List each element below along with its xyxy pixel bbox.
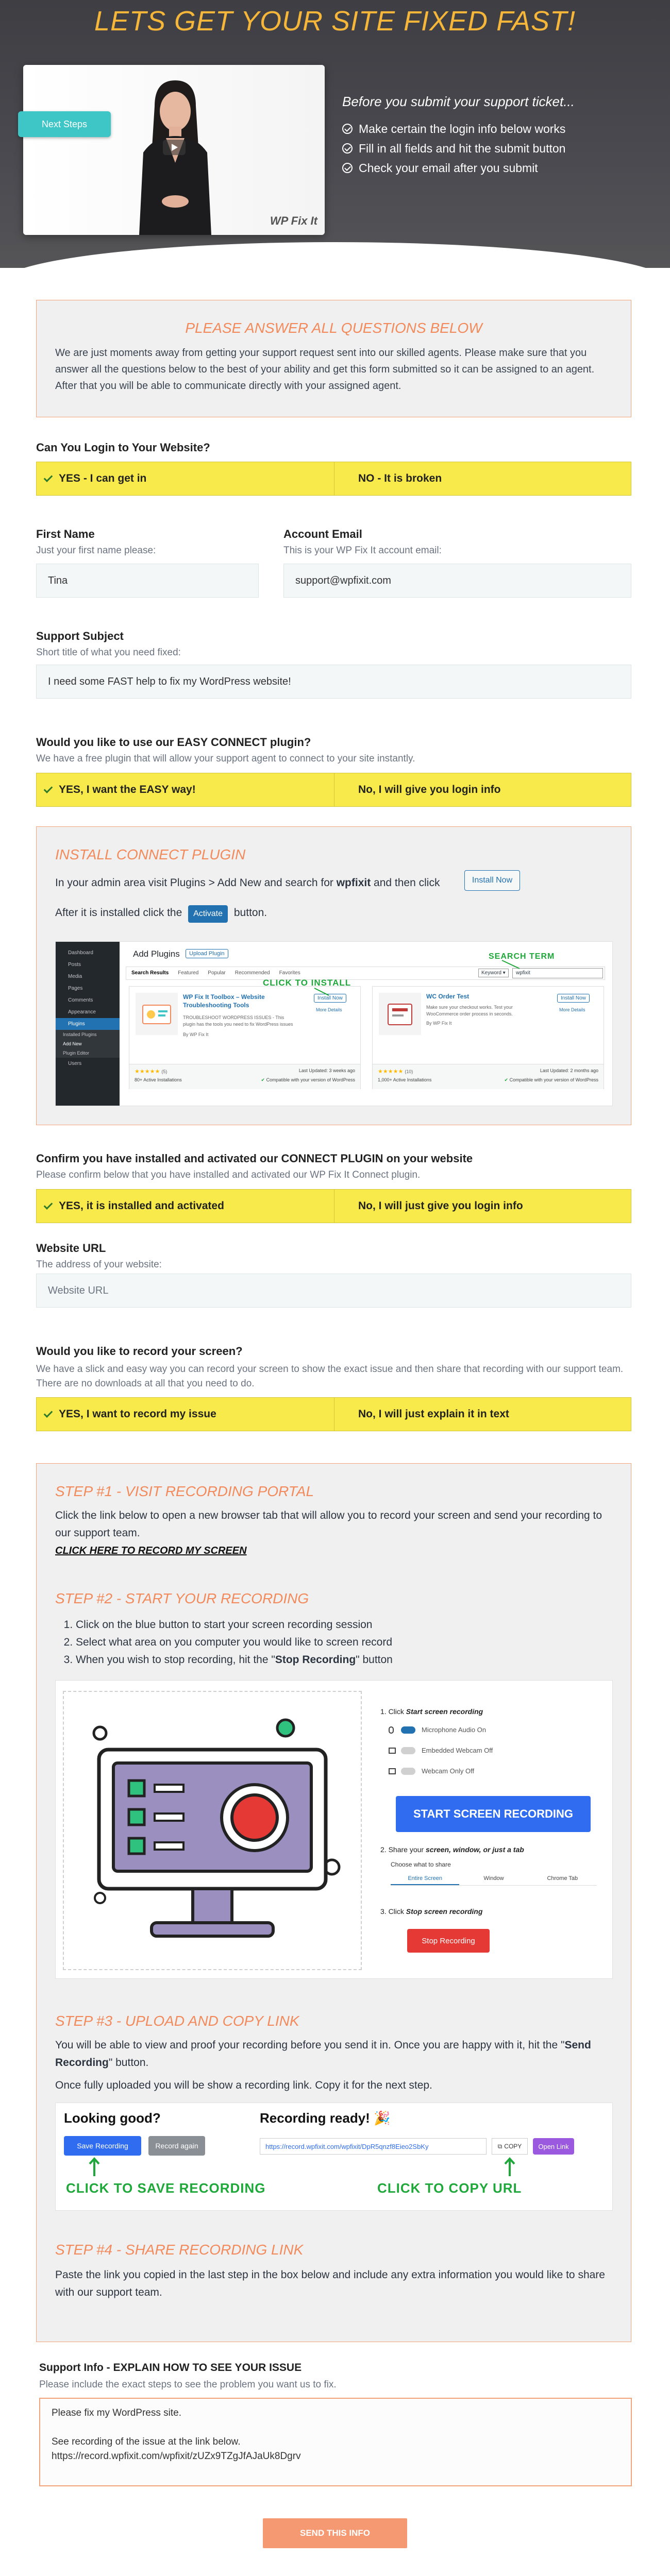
- play-icon[interactable]: [163, 140, 186, 155]
- record-screen-help: We have a slick and easy way you can record your screen to show the exact issue and then share that recording with our support team. There are no downloads at all that you need to do.: [36, 1364, 624, 1389]
- list-item: 1. Click on the blue button to start your screen recording session: [76, 1616, 393, 1634]
- plugin-install-now-button[interactable]: Install Now: [557, 994, 590, 1003]
- support-info-label: Support Info - EXPLAIN HOW TO SEE YOUR ISSUE: [39, 2362, 302, 2374]
- activate-button[interactable]: Activate: [188, 905, 228, 923]
- arrow-icon: [313, 987, 334, 997]
- install-plugin-line2: After it is installed click the Activate button.: [55, 904, 267, 923]
- notice-text: We are just moments away from getting your support request sent into our skilled agents. Please make sure that you answer all the questions below to the best of your ability and get this form submitted so it can be assigned to an agent. After that you will be able to communicate directly with your assigned agent.: [55, 347, 595, 392]
- login-question-label: Can You Login to Your Website?: [36, 441, 210, 454]
- plugin-more-details-link[interactable]: More Details: [559, 1007, 585, 1012]
- wp-menu-item[interactable]: Dashboard: [68, 950, 93, 956]
- wp-menu-item[interactable]: Appearance: [68, 1009, 96, 1015]
- arrow-icon: [502, 2157, 517, 2177]
- easy-connect-help: We have a free plugin that will allow your support agent to connect to your site instantly.: [36, 753, 415, 764]
- wp-admin-sidebar: [56, 942, 120, 1106]
- recording-ready-heading: Recording ready! 🎉: [260, 2110, 391, 2126]
- choose-share-label: Choose what to share: [391, 1861, 451, 1868]
- star-rating-icon: ★★★★★ (5): [135, 1069, 167, 1075]
- confirm-plugin-yes-option[interactable]: YES, it is installed and activated: [37, 1190, 334, 1223]
- recorder-step1-text: 1. Click Start screen recording: [380, 1707, 483, 1716]
- upload-plugin-button[interactable]: Upload Plugin: [186, 949, 228, 958]
- search-type-select[interactable]: Keyword ▾: [478, 969, 509, 977]
- plugin-active-installs: 80+ Active Installations: [135, 1077, 182, 1082]
- looking-good-heading: Looking good?: [64, 2110, 161, 2126]
- install-plugin-panel: [36, 826, 631, 1125]
- checkmark-icon: [44, 1409, 53, 1418]
- recording-steps-panel: [36, 1463, 631, 2342]
- stop-recording-button[interactable]: Stop Recording: [407, 1929, 490, 1953]
- record-screen-yes-option[interactable]: YES, I want to record my issue: [37, 1398, 334, 1431]
- plugin-card-thumbnail: [379, 993, 421, 1035]
- click-to-save-annotation: CLICK TO SAVE RECORDING: [66, 2180, 266, 2196]
- first-name-input[interactable]: Tina: [36, 564, 259, 598]
- recorder-screenshot: [55, 1680, 613, 1979]
- record-screen-label: Would you like to record your screen?: [36, 1345, 243, 1358]
- step1-text: Click the link below to open a new browser tab that will allow you to record your screen and send your recording to our support team.: [55, 1510, 602, 1539]
- account-email-help: This is your WP Fix It account email:: [283, 545, 442, 556]
- plugin-filter-tab[interactable]: Recommended: [234, 970, 270, 976]
- arrow-icon: [499, 958, 530, 971]
- plugin-compatibility: ✔ Compatible with your version of WordPress: [261, 1077, 355, 1082]
- toggle-switch[interactable]: [401, 1768, 415, 1775]
- webcam-icon: [389, 1768, 396, 1774]
- check-circle-icon: [342, 163, 353, 173]
- website-url-label: Website URL: [36, 1242, 106, 1255]
- save-recording-button[interactable]: Save Recording: [64, 2136, 141, 2156]
- plugin-card-title[interactable]: WC Order Test: [426, 993, 470, 1000]
- search-term-annotation: SEARCH TERM: [489, 952, 555, 961]
- login-yes-option[interactable]: YES - I can get in: [37, 462, 334, 495]
- checkmark-icon: [44, 784, 53, 793]
- wp-menu-item[interactable]: Comments: [68, 997, 93, 1003]
- list-item: 3. When you wish to stop recording, hit the "Stop Recording" button: [76, 1651, 393, 1669]
- confirm-plugin-choice-group: [36, 1189, 631, 1223]
- wp-menu-item[interactable]: Media: [68, 974, 82, 979]
- plugin-card-thumbnail: [136, 993, 178, 1035]
- plugin-card-wp-fix-it-toolbox: [129, 986, 361, 1089]
- star-rating-icon: ★★★★★ (10): [378, 1069, 413, 1075]
- intro-video[interactable]: [23, 65, 325, 235]
- plugin-card-wc-order-test: [372, 986, 604, 1089]
- record-again-button[interactable]: Record again: [148, 2136, 205, 2156]
- webcam-only-row[interactable]: Webcam Only Off: [389, 1767, 474, 1775]
- account-email-label: Account Email: [283, 528, 362, 540]
- plugin-compatibility: ✔ Compatible with your version of WordPress: [504, 1077, 598, 1082]
- recording-link-field[interactable]: https://record.wpfixit.com/wpfixit/DpR5qnzf8Eieo2SbKy: [260, 2138, 487, 2155]
- hero-banner: [0, 0, 670, 268]
- record-screen-choice-group: [36, 1397, 631, 1431]
- login-no-option[interactable]: NO - It is broken: [358, 472, 442, 484]
- wp-menu-item[interactable]: Plugin Editor: [56, 1048, 120, 1058]
- plugin-card-description: TROUBLESHOOT WORDPRESS ISSUES - This plugin has the tools you need to fix WordPress issues: [183, 1015, 293, 1027]
- support-subject-label: Support Subject: [36, 630, 124, 642]
- hero-subtitle: Before you submit your support ticket...: [342, 94, 575, 109]
- webcam-off-icon: [389, 1748, 396, 1754]
- mic-toggle-row[interactable]: Microphone Audio On: [389, 1726, 486, 1734]
- support-subject-input[interactable]: I need some FAST help to fix my WordPress website!: [36, 665, 631, 699]
- plugin-card-title[interactable]: WP Fix It Toolbox – Website Troubleshooting Tools: [183, 993, 265, 1009]
- plugin-card-author: By WP Fix It: [183, 1032, 209, 1037]
- wp-admin-screenshot: [55, 941, 613, 1106]
- step2-title: STEP #2 - START YOUR RECORDING: [55, 1590, 309, 1606]
- step3-text2: Once fully uploaded you will be show a recording link. Copy it for the next step.: [55, 2079, 432, 2091]
- install-plugin-line1: In your admin area visit Plugins > Add New and search for wpfixit and then click: [55, 877, 440, 889]
- plugin-filter-tab[interactable]: Featured: [178, 970, 199, 976]
- wp-menu-item[interactable]: Add New: [56, 1039, 120, 1048]
- open-link-button[interactable]: Open Link: [533, 2138, 574, 2155]
- step3-text: You will be able to view and proof your recording before you send it in. Once you are happy with it, hit the "Send Recording" button.: [55, 2039, 591, 2069]
- plugin-search-input[interactable]: wpfixit: [512, 968, 603, 978]
- step4-title: STEP #4 - SHARE RECORDING LINK: [55, 2242, 304, 2258]
- add-plugins-heading: Add Plugins: [133, 949, 180, 959]
- confirm-plugin-label: Confirm you have installed and activated our CONNECT PLUGIN on your website: [36, 1152, 473, 1165]
- wp-menu-item[interactable]: Users: [68, 1061, 82, 1066]
- hero-title: LETS GET YOUR SITE FIXED FAST!: [94, 6, 576, 37]
- first-name-label: First Name: [36, 528, 95, 540]
- checkmark-icon: [44, 473, 53, 482]
- plugin-last-updated: Last Updated: 3 weeks ago: [298, 1068, 355, 1073]
- check-circle-icon: [342, 124, 353, 134]
- plugin-install-now-button[interactable]: Install Now: [314, 994, 346, 1003]
- checklist-item: Make certain the login info below works: [342, 119, 651, 139]
- presenter-image: [124, 75, 227, 235]
- check-circle-icon: [342, 143, 353, 154]
- embedded-webcam-row[interactable]: Embedded Webcam Off: [389, 1747, 493, 1754]
- next-steps-badge: Next Steps: [18, 111, 111, 137]
- notice-panel: [36, 300, 631, 417]
- start-screen-recording-button[interactable]: START SCREEN RECORDING: [396, 1796, 591, 1832]
- install-plugin-title: INSTALL CONNECT PLUGIN: [55, 846, 246, 862]
- copy-button[interactable]: ⧉ COPY: [492, 2138, 528, 2155]
- toggle-switch[interactable]: [401, 1726, 415, 1734]
- checklist-item: Check your email after you submit: [342, 158, 651, 178]
- notice-title: PLEASE ANSWER ALL QUESTIONS BELOW: [185, 320, 482, 336]
- step4-text: Paste the link you copied in the last step in the box below and include any extra information you would like to share with our support team.: [55, 2269, 605, 2298]
- login-choice-group: [36, 462, 631, 496]
- support-info-help: Please include the exact steps to see the problem you want us to fix.: [39, 2379, 337, 2390]
- support-info-textarea[interactable]: Please fix my WordPress site. See recording of the issue at the link below. https://record.wpfixit.com/wpfixit/zUZx9TZgJfAJaUk8Dgrv: [39, 2398, 632, 2486]
- confirm-plugin-help: Please confirm below that you have installed and activated our WP Fix It Connect plugin.: [36, 1170, 421, 1180]
- hero-checklist: [342, 94, 651, 178]
- computer-screen-icon: [64, 1692, 361, 1969]
- step3-title: STEP #3 - UPLOAD AND COPY LINK: [55, 2013, 299, 2029]
- upload-screenshot: [55, 2103, 613, 2211]
- toggle-switch[interactable]: [401, 1747, 415, 1754]
- plugin-more-details-link[interactable]: More Details: [316, 1007, 342, 1012]
- tab-window[interactable]: Window: [483, 1875, 504, 1882]
- click-to-copy-annotation: CLICK TO COPY URL: [377, 2180, 522, 2196]
- checklist-item: Fill in all fields and hit the submit button: [342, 139, 651, 158]
- website-url-input[interactable]: Website URL: [36, 1274, 631, 1308]
- wp-menu-item[interactable]: Pages: [68, 986, 83, 991]
- wp-menu-item[interactable]: Installed Plugins: [56, 1030, 120, 1039]
- recorder-step2-text: 2. Share your screen, window, or just a tab: [380, 1845, 524, 1854]
- plugin-last-updated: Last Updated: 2 months ago: [540, 1068, 598, 1073]
- list-item: 2. Select what area on you computer you would like to screen record: [76, 1634, 393, 1651]
- share-tabs: [391, 1872, 597, 1886]
- arrow-icon: [87, 2157, 102, 2177]
- plugin-active-installs: 1,000+ Active Installations: [378, 1077, 432, 1082]
- plugin-card-author: By WP Fix It: [426, 1021, 452, 1026]
- step1-title: STEP #1 - VISIT RECORDING PORTAL: [55, 1483, 314, 1499]
- support-subject-help: Short title of what you need fixed:: [36, 647, 181, 658]
- plugin-filter-tab[interactable]: Favorites: [279, 970, 300, 976]
- checkmark-icon: [44, 1200, 53, 1210]
- tab-chrome-tab[interactable]: Chrome Tab: [547, 1875, 578, 1882]
- wp-menu-item[interactable]: Plugins: [56, 1018, 120, 1030]
- easy-connect-no-option[interactable]: No, I will give you login info: [358, 784, 501, 795]
- website-url-help: The address of your website:: [36, 1259, 162, 1270]
- easy-connect-label: Would you like to use our EASY CONNECT plugin?: [36, 736, 311, 749]
- first-name-help: Just your first name please:: [36, 545, 156, 556]
- tab-entire-screen[interactable]: Entire Screen: [391, 1872, 459, 1885]
- recorder-step3-text: 3. Click Stop screen recording: [380, 1907, 483, 1916]
- wp-fix-it-logo: WP Fix It: [270, 214, 317, 227]
- microphone-icon: [389, 1726, 394, 1734]
- plugin-filter-tab[interactable]: Popular: [208, 970, 226, 976]
- send-info-button[interactable]: SEND THIS INFO: [263, 2518, 407, 2548]
- easy-connect-choice-group: [36, 773, 631, 807]
- step2-list: [55, 1616, 393, 1669]
- click-to-install-annotation: CLICK TO INSTALL: [263, 978, 351, 988]
- computer-illustration: [63, 1691, 362, 1970]
- install-now-button[interactable]: Install Now: [464, 870, 520, 891]
- easy-connect-yes-option[interactable]: YES, I want the EASY way!: [37, 773, 334, 806]
- confirm-plugin-no-option[interactable]: No, I will just give you login info: [358, 1200, 523, 1212]
- wp-menu-item[interactable]: Posts: [68, 962, 81, 968]
- record-screen-link[interactable]: CLICK HERE TO RECORD MY SCREEN: [55, 1545, 247, 1556]
- record-screen-no-option[interactable]: No, I will just explain it in text: [358, 1408, 509, 1420]
- plugin-filter-tab[interactable]: Search Results: [131, 970, 169, 976]
- plugin-card-description: Make sure your checkout works. Test your WooCommerce order process in seconds.: [426, 1005, 513, 1016]
- account-email-input[interactable]: support@wpfixit.com: [283, 564, 631, 598]
- copy-icon: ⧉: [497, 2142, 502, 2150]
